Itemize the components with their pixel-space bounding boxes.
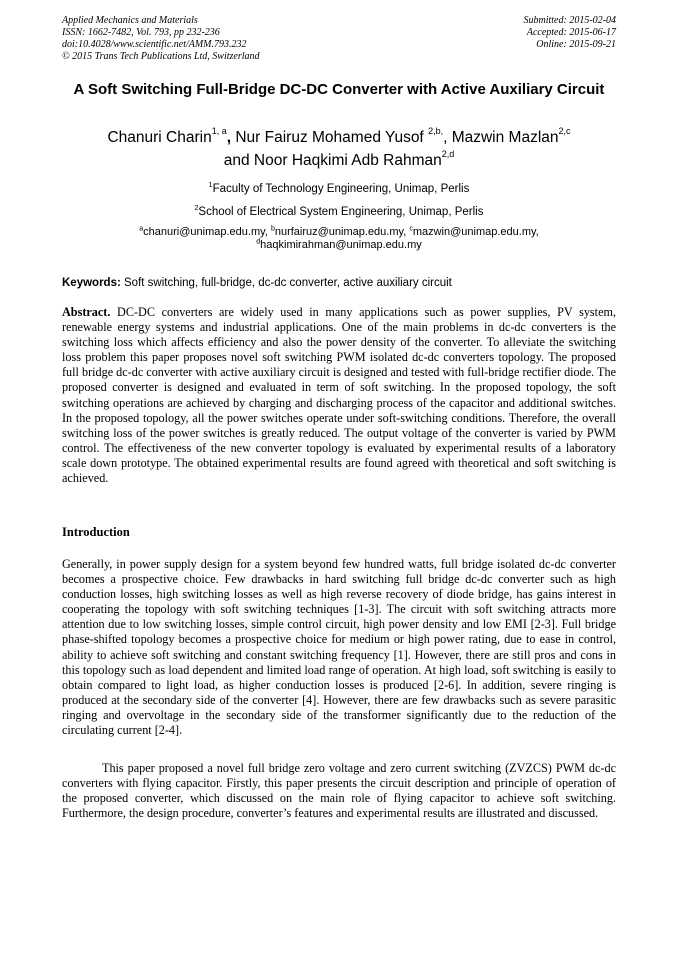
author-name: Noor Haqkimi Adb Rahman: [253, 152, 442, 169]
email: nurfairuz@unimap.edu.my,: [274, 226, 407, 238]
affiliation-text: School of Electrical System Engineering, Unimap, Perlis: [198, 206, 484, 218]
author-list: Chanuri Charin$^{1, a}$, Nur Fairuz Mohamed Yusof $^{2,b,}$, Mazwin Mazlan$^{2,c}$ and Noor Haqkimi Adb Rahman$^{2,d}$: [107, 125, 571, 169]
intro-paragraph-1: Generally, in power supply design for a system beyond few hundred watts, full bridge isolated dc-dc converter becomes a prospective choice. Few drawbacks in hard switching full bridge dc-dc converter such as high conduction losses, high switching losses as well as high reverse recovery of diode bridge, has gains interest in cooperating the topology with soft switching techniques [1-3]. The circuit with soft switching attracts more attention due to low switching losses, simple control circuit, high power density and low EMI [2-3]. Full bridge phase-shifted topology becomes a prospective choice for medium or high power rating, due to ease in control, ability to achieve soft switching and constant switching frequency [1]. However, there are still pros and cons in this topology such as load dependent and limited load range of operation. At high load, soft switching is easily to obtain compared to light load, as higher conduction losses is produced [2-6]. In addition, severe ringing is produced at the secondary side of the converter [4]. However, there are few drawbacks such as severe parasitic ringing and overvoltage in the secondary side of the transformer significantly due to the reduction of the circulating current [2-4].: [62, 557, 616, 738]
journal-name: Applied Mechanics and Materials: [62, 15, 198, 26]
email-sup: d: [256, 238, 261, 246]
keywords-text: Soft switching, full-bridge, dc-dc converter, active auxiliary circuit: [124, 277, 452, 289]
author-sup: 2,c: [558, 125, 571, 136]
affiliation-text: Faculty of Technology Engineering, Unimap, Perlis: [212, 183, 470, 195]
paper-title: A Soft Switching Full-Bridge DC-DC Converter with Active Auxiliary Circuit: [73, 81, 605, 98]
affiliation-2: [60, 205, 618, 219]
affiliation-sup: 2: [194, 205, 199, 213]
submitted-date: Submitted: 2015-02-04: [523, 15, 616, 26]
abstract-label: Abstract.: [62, 305, 111, 319]
keywords: [62, 276, 616, 290]
section-heading-introduction: Introduction: [62, 525, 130, 539]
email: haqkimirahman@unimap.edu.my: [260, 239, 422, 251]
email-sup: b: [270, 225, 275, 233]
email: chanuri@unimap.edu.my,: [143, 226, 268, 238]
abstract-text: DC-DC converters are widely used in many applications such as power supplies, PV system, renewable energy systems and industrial applications. One of the main problems in dc-dc converters is the switching loss which affects efficiency and also the power density of the converter. To alleviate the switching loss problem this paper proposes novel soft switching PWM isolated dc-dc converters topology. The proposed full bridge dc-dc converter with active auxiliary circuit is designed and tested with full-bridge rectifier diode. The proposed converter is designed and evaluated in term of soft switching. In the proposed topology, the soft switching operations are achieved by charging and discharging process of the capacitor and additional switches. In the proposed topology, all the power switches operate under soft-switching conditions. Therefore, the overall switching loss of the power switches is greatly reduced. The output voltage of the converter is varied by PWM control. The effectiveness of the new converter topology is evaluated by experimental results of a laboratory scale down prototype. The obtained experimental results are found agreed with theoretical and soft switching is achieved.: [62, 305, 617, 486]
author-sup: 2,b,: [428, 125, 444, 136]
email-sup: a: [139, 225, 144, 233]
intro-paragraph-2: This paper proposed a novel full bridge zero voltage and zero current switching (ZVZCS) PWM dc-dc converters with flying capacitor. Firstly, this paper presents the circuit description and principle of operation of the proposed converter, which discussed on the main role of flying capacitor to achieve soft switching. Furthermore, the design procedure, converter’s features and experimental results are illustrated and discussed.: [62, 761, 616, 821]
keywords-label: Keywords:: [62, 277, 121, 289]
accepted-date: Accepted: 2015-06-17: [526, 27, 616, 38]
email-sup: c: [409, 225, 413, 233]
publication-dates: [524, 15, 617, 51]
online-date: Online: 2015-09-21: [536, 39, 616, 50]
author-name: Mazwin Mazlan: [451, 129, 559, 146]
author-sup: 1, a: [211, 125, 227, 136]
copyright: © 2015 Trans Tech Publications Ltd, Switzerland: [62, 51, 260, 62]
author-sup: 2,d: [441, 148, 455, 159]
abstract: [62, 305, 616, 486]
author-and: and: [223, 152, 250, 169]
author-name: Nur Fairuz Mohamed Yusof: [235, 129, 424, 146]
affiliation-1: [60, 182, 618, 196]
author-emails: [60, 226, 618, 252]
email: mazwin@unimap.edu.my,: [412, 226, 539, 238]
author-name: Chanuri Charin: [107, 129, 212, 146]
journal-info: [62, 15, 260, 63]
issn: ISSN: 1662-7482, Vol. 793, pp 232-236: [62, 27, 220, 38]
doi: doi:10.4028/www.scientific.net/AMM.793.232: [62, 39, 247, 50]
affiliation-sup: 1: [208, 182, 213, 190]
